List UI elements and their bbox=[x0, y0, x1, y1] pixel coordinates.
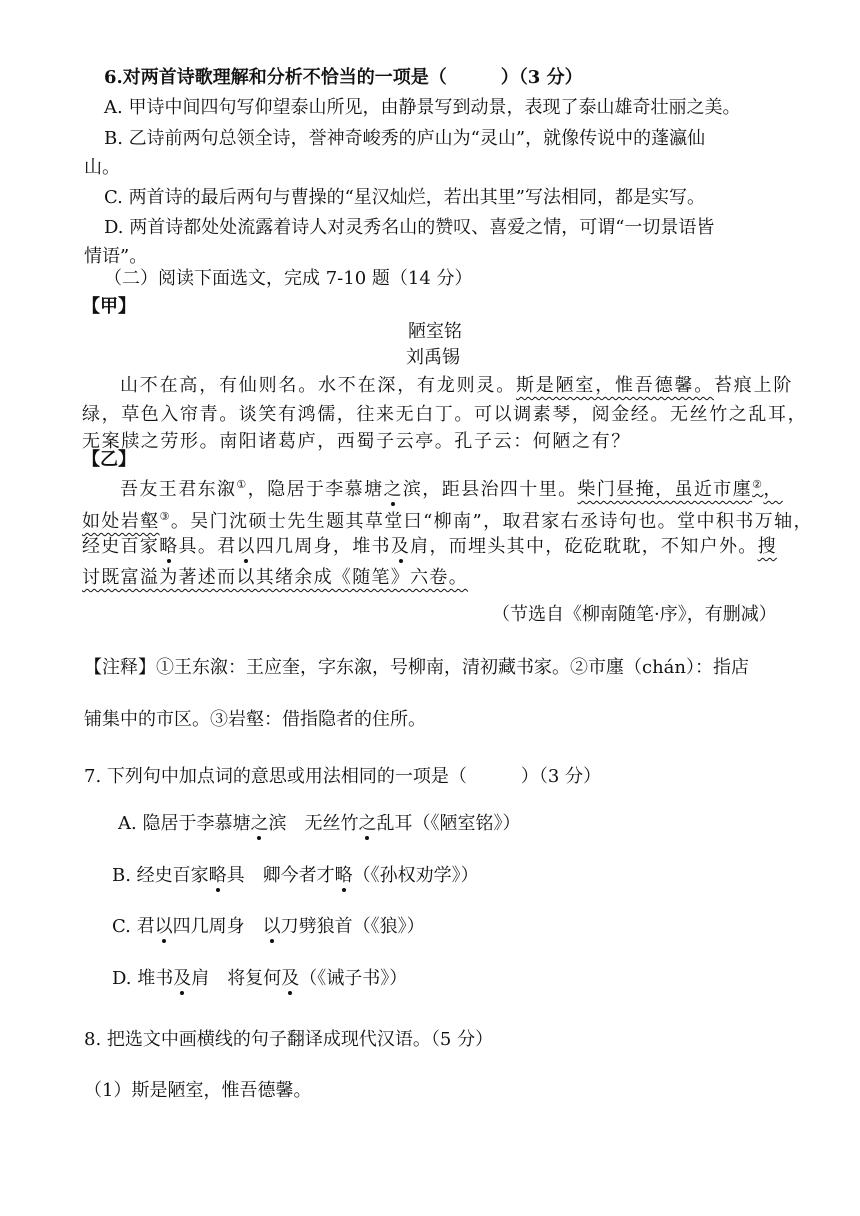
q7-text: （《孙权劝学》） bbox=[352, 865, 479, 886]
dotted-char: 略 bbox=[208, 865, 227, 886]
q6-option-b-line1: B. 乙诗前两句总领全诗，誉神奇峻秀的庐山为“灵山”，就像传说中的蓬瀛仙 bbox=[104, 128, 706, 149]
q7-text: D. 堆书 bbox=[112, 968, 174, 989]
q6-option-d-line2: 情语”。 bbox=[84, 246, 148, 267]
passage-yi-label: 【乙】 bbox=[82, 449, 136, 470]
q7-text: 肩 将复何 bbox=[191, 968, 282, 989]
q6-option-b-line2: 山。 bbox=[84, 157, 120, 178]
annotation-line-1: 【注释】①王东溆：王应奎，字东溆，号柳南，清初藏书家。②市廛（chán）：指店 bbox=[84, 657, 749, 678]
q7-text: B. 经史百家 bbox=[112, 865, 209, 886]
dotted-char: 及 bbox=[390, 536, 411, 557]
q7-stem: 7. 下列句中加点词的意思或用法相同的一项是（ ）（3 分） bbox=[84, 766, 602, 787]
jia-line-2: 绿，草色入帘青。谈笑有鸿儒，往来无白丁。可以调素琴，阅金经。无丝竹之乱耳， bbox=[82, 404, 808, 425]
section-heading: （二）阅读下面选文，完成 7-10 题（14 分） bbox=[104, 268, 473, 289]
q7-text: A. 隐居于李慕塘 bbox=[118, 813, 251, 834]
underlined-sentence-3a: 搜 bbox=[757, 536, 777, 557]
q8-stem: 8. 把选文中画横线的句子翻译成现代汉语。（5 分） bbox=[84, 1029, 494, 1050]
q7-text: 刀劈狼首（《狼》） bbox=[280, 916, 425, 937]
dotted-char: 及 bbox=[173, 968, 192, 989]
jia-text: 苔痕上阶 bbox=[714, 375, 794, 396]
yi-text: ，隐居于李慕塘 bbox=[247, 479, 384, 500]
q7-option-c bbox=[112, 913, 425, 941]
q7-option-b bbox=[112, 862, 479, 890]
q7-text: C. 君 bbox=[112, 916, 155, 937]
dotted-char: 之 bbox=[250, 813, 269, 834]
q6-option-c: C. 两首诗的最后两句与曹操的“星汉灿烂，若出其里”写法相同，都是实写。 bbox=[104, 187, 705, 208]
q7-text: 四几周身 bbox=[172, 916, 263, 937]
yi-text: 具。君 bbox=[178, 536, 237, 557]
yi-text: 肩，而埋头其中，矻矻耽耽，不知户外。 bbox=[410, 536, 758, 557]
underlined-sentence-2a: 柴门昼掩，虽近市廛 bbox=[577, 479, 753, 500]
dotted-char: 略 bbox=[159, 536, 179, 557]
underlined-sentence-2b: ， bbox=[763, 479, 783, 500]
dotted-char: 以 bbox=[236, 536, 256, 557]
footnote-mark-2: ② bbox=[752, 478, 764, 491]
dotted-char: 以 bbox=[262, 916, 281, 937]
footnote-mark-1: ① bbox=[236, 478, 248, 491]
dotted-char: 及 bbox=[281, 968, 300, 989]
jia-text: 山不在高，有仙则名。水不在深，有龙则灵。 bbox=[120, 375, 516, 396]
yi-text: 吾友王君东溆 bbox=[120, 479, 237, 500]
q7-text: 滨 无丝竹 bbox=[268, 813, 359, 834]
yi-text: 经史百家 bbox=[82, 536, 160, 557]
underlined-sentence-3b: 讨既富溢为著述而以其绪余成《随笔》六卷。 bbox=[82, 567, 468, 588]
q7-option-d bbox=[112, 965, 407, 993]
yi-text: 滨，距县治四十里。 bbox=[402, 479, 578, 500]
q7-option-a bbox=[118, 810, 520, 838]
q7-text: 具 卿今者才 bbox=[226, 865, 335, 886]
yi-line-1 bbox=[120, 471, 783, 504]
passage-jia-label: 【甲】 bbox=[82, 296, 136, 317]
underlined-sentence-1: 斯是陋室，惟吾德馨。 bbox=[516, 375, 714, 396]
underlined-sentence-2c: 如处岩壑 bbox=[82, 511, 160, 532]
yi-line-2 bbox=[82, 503, 813, 536]
dotted-char: 之 bbox=[383, 479, 403, 500]
jia-line-3: 无案牍之劳形。南阳诸葛庐，西蜀子云亭。孔子云：何陋之有？ bbox=[82, 431, 631, 452]
q8-item-1: （1）斯是陋室，惟吾德馨。 bbox=[84, 1080, 312, 1101]
dotted-char: 之 bbox=[358, 813, 377, 834]
q6-stem: 6.对两首诗歌理解和分析不恰当的一项是（ ）（3 分） bbox=[104, 67, 583, 88]
q7-text: （《诫子书》） bbox=[299, 968, 408, 989]
jia-line-1 bbox=[120, 372, 793, 400]
q7-text: 乱耳（《陋室铭》） bbox=[376, 813, 521, 834]
yi-line-4 bbox=[82, 564, 468, 592]
dotted-char: 略 bbox=[334, 865, 353, 886]
q6-option-d-line1: D. 两首诗都处处流露着诗人对灵秀名山的赞叹、喜爱之情，可谓“一切景语皆 bbox=[104, 217, 715, 238]
q6-option-a: A. 甲诗中间四句写仰望泰山所见，由静景写到动景，表现了泰山雄奇壮丽之美。 bbox=[104, 97, 741, 118]
passage-source: （节选自《柳南随笔·序》，有删减） bbox=[492, 604, 777, 625]
annotation-line-2: 铺集中的市区。③岩壑：借指隐者的住所。 bbox=[84, 709, 426, 730]
yi-text: 。吴门沈硕士先生题其草堂曰“柳南”，取君家右丞诗句也。堂中积书万轴， bbox=[170, 511, 813, 532]
yi-line-3 bbox=[82, 533, 777, 561]
passage-author: 刘禹锡 bbox=[406, 347, 460, 368]
yi-text: 四几周身，堆书 bbox=[255, 536, 391, 557]
footnote-mark-3: ③ bbox=[159, 510, 171, 523]
dotted-char: 以 bbox=[154, 916, 173, 937]
passage-title: 陋室铭 bbox=[408, 321, 462, 342]
